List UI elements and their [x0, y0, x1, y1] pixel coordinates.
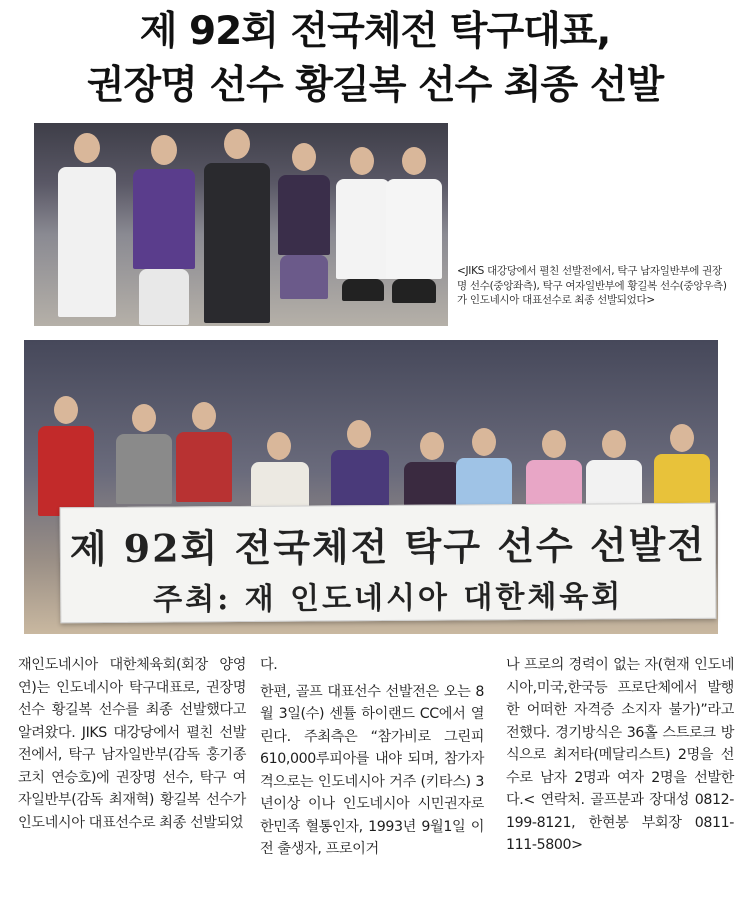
article-column-3	[506, 654, 734, 857]
article-text: 한편, 골프 대표선수 선발전은 오는 8월 3일(수) 센튤 하이랜드 CC에서 열린다. 주최측은 “참가비로 그린피 610,000루피아를 내야 되며, 참가자격으로는 인도네시아 거주 (키타스) 3년이상 이나 인도네시아 시민권자로 한민족 혈통인자, 1993년 9월1일 이전 출생자, 프로이거	[260, 683, 484, 857]
photo-caption: <JIKS 대강당에서 펼친 선발전에서, 탁구 남자일반부에 권장명 선수(중앙좌측), 탁구 여자일반부에 황길복 선수(중앙우측)가 인도네시아 대표선수로 최종 선발되었다>	[457, 265, 727, 306]
article-text: 재인도네시아 대한체육회(회장 양영연)는 인도네시아 탁구대표로, 권장명 선수 황길복 선수를 최종 선발했다고 알려왔다. JIKS 대강당에서 펼친 선발전에서, 탁구 남자일반부(감독 홍기종 코치 연승호)에 권장명 선수, 탁구 여자일반부(감독 최재혁) 황길복 선수가 인도네시아 대표선수로 최종 선발되었	[18, 657, 246, 831]
headline-line-2: 권장명 선수 황길복 선수 최종 선발	[86, 63, 664, 108]
event-banner	[60, 503, 717, 624]
article-text: 다.	[260, 657, 278, 673]
article-text: 나 프로의 경력이 없는 자(현재 인도네시아,미국,한국등 프로단체에서 발행한 어떠한 자격증 소지자 불가)”라고 전했다. 경기방식은 36홀 스트로크 방식으로 최저타(메달리스트) 2명을 선수로 남자 2명과 여자 2명을 선발한다.< 연락처. 골프분과 장대성 0812-199-8121, 한현봉 부회장 0811-111-5800>	[506, 657, 734, 853]
banner-title: 제 92회 전국체전 탁구 선수 선발전	[69, 521, 707, 572]
article-column-2	[260, 654, 484, 861]
photo-selected-players	[34, 123, 448, 326]
article-column-1	[18, 654, 246, 834]
banner-organizer: 주최: 재 인도네시아 대한체육회	[153, 579, 624, 618]
headline-line-1: 제 92회 전국체전 탁구대표,	[139, 9, 611, 54]
